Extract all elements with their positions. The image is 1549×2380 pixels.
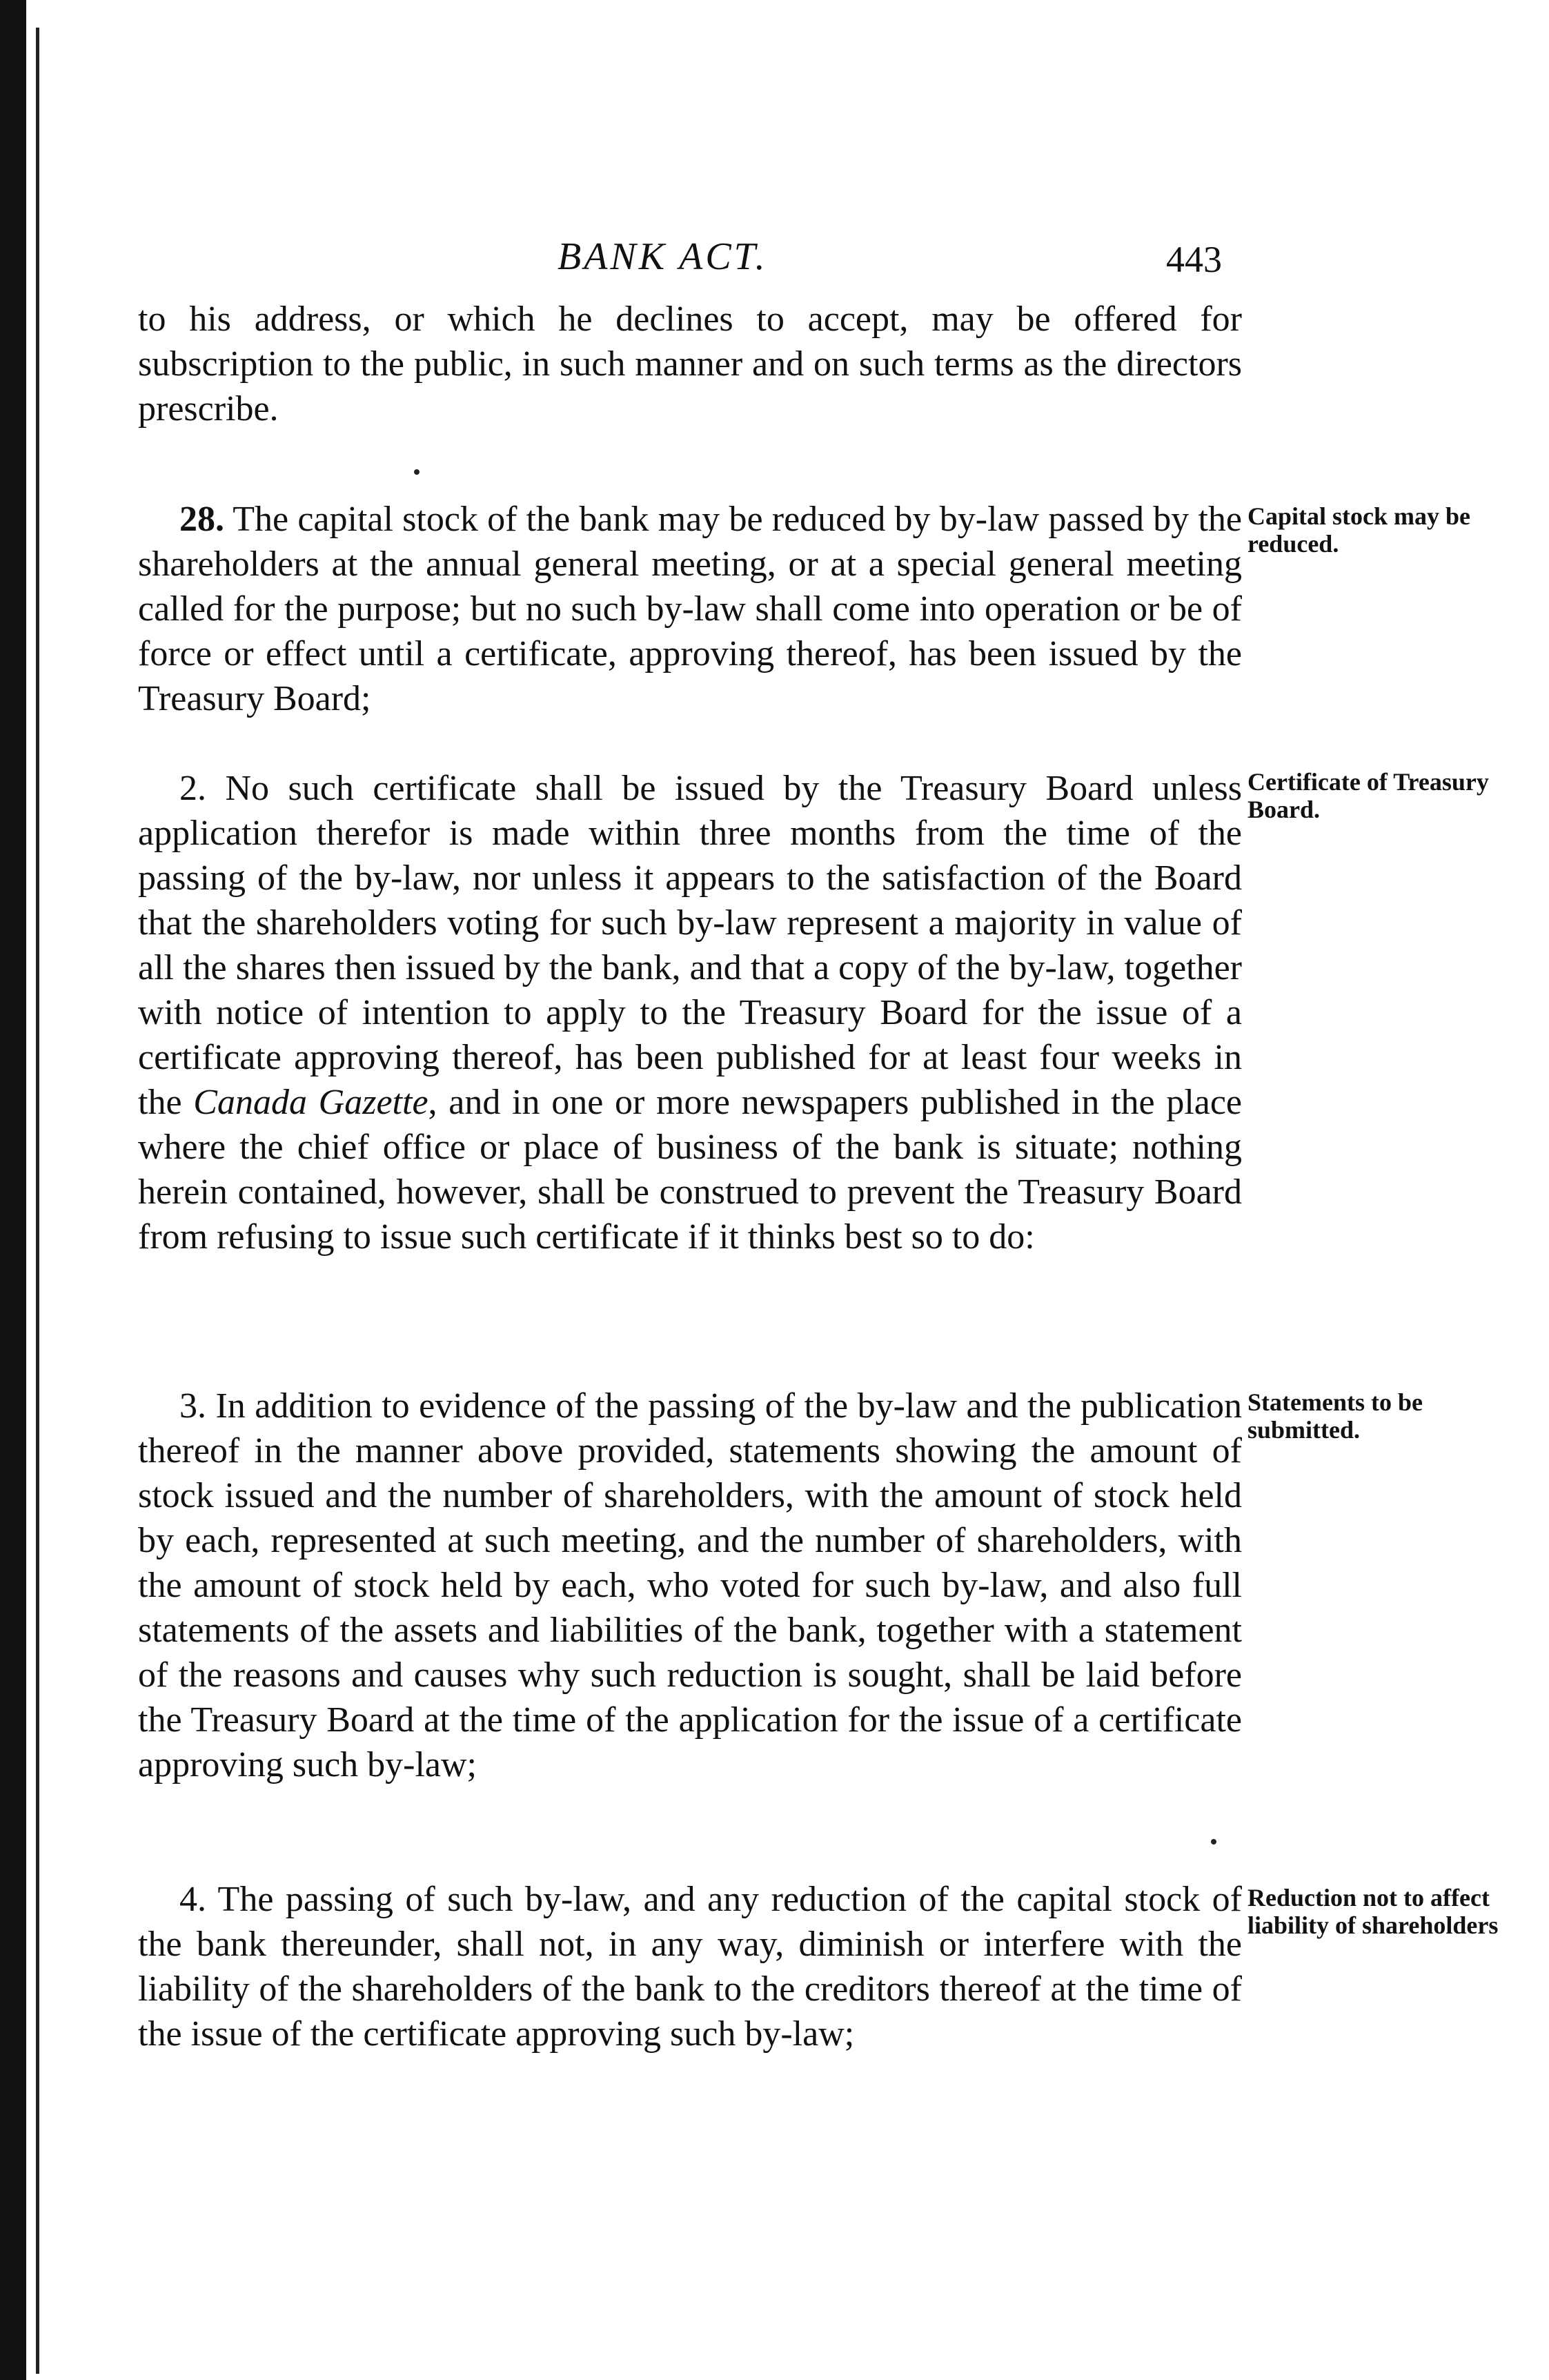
scan-edge-bar bbox=[0, 0, 26, 2380]
margin-note-certificate: Certificate of Treasury Board. bbox=[1247, 768, 1489, 823]
scan-edge-line bbox=[36, 28, 39, 2374]
margin-note-capital-stock: Capital stock may be reduced. bbox=[1247, 502, 1470, 558]
section-28-paragraph bbox=[138, 497, 1242, 721]
subsection-3-text: 3. In addition to evidence of the passing of the by-law and the publication thereof in the manner above provided, statements showing the amount of stock issued and the number of shareholders, with the amount of stock held by each, represented at such meeting, and the number of shareholders, with the amount of stock held by each, who voted for such by-law, and also full statements of the assets and liabilities of the bank, together with a statement of the reasons and causes why such reduction is sought, shall be laid before the Treasury Board at the time of the application for the issue of a certificate approving such by-law; bbox=[138, 1386, 1242, 1784]
page-number: 443 bbox=[1166, 239, 1222, 280]
running-title: BANK ACT. bbox=[558, 235, 768, 278]
subsection-2-text-b: , and in one or more newspapers published in the place where the chief office or place of business of the bank is situate; nothing herein contained, however, shall be construed to prevent the Treasury Board from refusing to issue such certificate if it thinks best so to do: bbox=[138, 1083, 1243, 1257]
margin-note-reduction: Reduction not to affect liability of shareholders bbox=[1247, 1884, 1499, 1939]
subsection-4-text: 4. The passing of such by-law, and any reduction of the capital stock of the bank thereunder, shall not, in any way, diminish or interfere with the liability of the shareholders of the bank to the creditors thereof at the time of the issue of the certificate approving such by-law; bbox=[138, 1880, 1242, 2054]
canada-gazette-title: Canada Gazette bbox=[193, 1083, 428, 1122]
subsection-2-text-a: 2. No such certificate shall be issued by the Treasury Board unless application therefor is made within three months from the time of the passing of the by-law, nor unless it appears to the satisfaction of the Board that the shareholders voting for such by-law represent a majority in value of all the shares then issued by the bank, and that a copy of the by-law, together with notice of intention to apply to the Treasury Board for the issue of a certificate approving thereof, has been published for at least four weeks in the bbox=[138, 769, 1242, 1122]
subsection-4-paragraph bbox=[138, 1877, 1242, 2056]
subsection-2-paragraph bbox=[138, 766, 1242, 1259]
margin-note-statements: Statements to be submitted. bbox=[1247, 1388, 1423, 1444]
paragraph-continuation bbox=[138, 297, 1242, 431]
section-number: 28. bbox=[179, 500, 224, 539]
paragraph-continuation-text: to his address, or which he declines to accept, may be offered for subscription to the public, in such manner and on such terms as the directors prescribe. bbox=[138, 299, 1242, 429]
scan-speck bbox=[414, 469, 420, 475]
subsection-3-paragraph bbox=[138, 1384, 1242, 1787]
scan-speck bbox=[1211, 1839, 1216, 1845]
section-28-text: The capital stock of the bank may be reduced by by-law passed by the shareholders at the annual general meeting, or at a special general meeting called for the purpose; but no such by-law shall come into operation or be of force or effect until a certificate, approving thereof, has been issued by the Treasury Board; bbox=[138, 500, 1242, 718]
